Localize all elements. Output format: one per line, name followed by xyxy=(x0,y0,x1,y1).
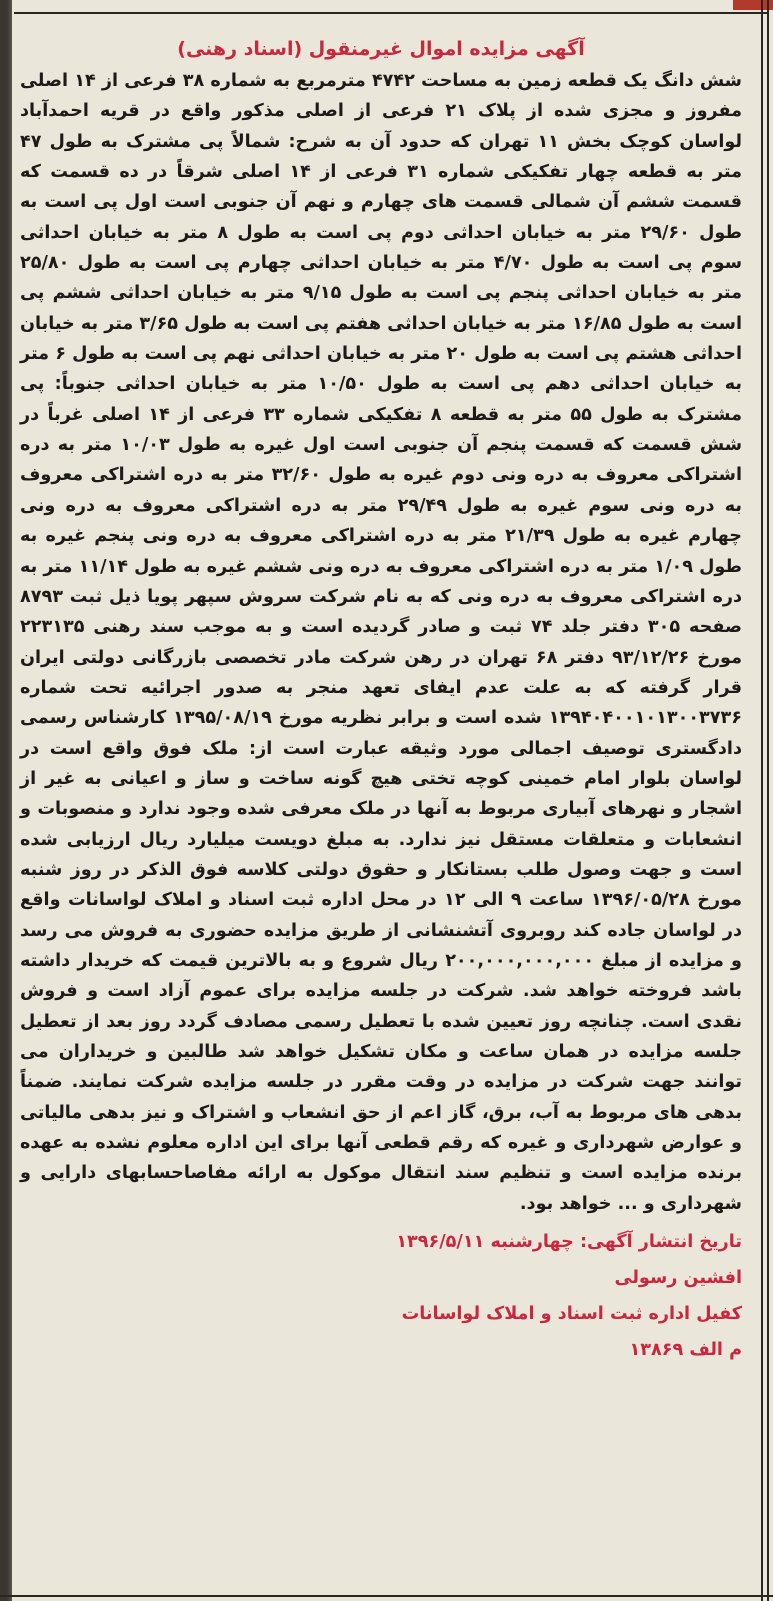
notice-body: شش دانگ یک قطعه زمین به مساحت ۴۷۴۲ مترمربع به شماره ۳۸ فرعی از ۱۴ اصلی مفروز و مجزی شده از پلاک ۲۱ فرعی از اصلی مذکور واقع در قریه احمدآباد لواسان کوچک بخش ۱۱ تهران که حدود آن به شرح: شمالاً پی مشترک به طول ۴۷ متر به قطعه چهار تفکیکی شماره ۳۱ فرعی از ۱۴ اصلی شرقاً در ده قسمت که قسمت ششم آن شمالی قسمت های چهارم و نهم آن جنوبی است اول پی است به طول ۲۹/۶۰ متر به خیابان احداثی دوم پی است به طول ۸ متر به خیابان احداثی سوم پی است به طول ۴/۷۰ متر به خیابان احداثی چهارم پی است به طول ۲۵/۸۰ متر به خیابان احداثی پنجم پی است به طول ۹/۱۵ متر به خیابان احداثی ششم پی است به طول ۱۶/۸۵ متر به خیابان احداثی هفتم پی است به طول ۳/۶۵ متر به خیابان احداثی هشتم پی است به طول ۲۰ متر به خیابان احداثی نهم پی است به طول ۶ متر به خیابان احداثی دهم پی است به طول ۱۰/۵۰ متر به خیابان احداثی جنوباً: پی مشترک به طول ۵۵ متر به قطعه ۸ تفکیکی شماره ۳۳ فرعی از ۱۴ اصلی غرباً در شش قسمت که قسمت پنجم آن جنوبی است اول غیره به طول ۱۰/۰۳ متر به دره اشتراکی معروف به دره ونی دوم غیره به طول ۳۲/۶۰ متر به دره اشتراکی معروف به دره ونی سوم غیره به طول ۲۹/۴۹ متر به دره اشتراکی معروف به دره ونی چهارم غیره به طول ۲۱/۳۹ متر به دره اشتراکی معروف به دره ونی پنجم غیره به طول ۱/۰۹ متر به دره اشتراکی معروف به دره ونی ششم غیره به طول ۱۱/۱۴ متر به دره اشتراکی معروف به دره ونی که به نام شرکت سروش سپهر پویا ذیل ثبت ۸۷۹۳ صفحه ۳۰۵ دفتر جلد ۷۴ ثبت و صادر گردیده است و به موجب سند رهنی ۲۲۳۱۳۵ مورخ ۹۳/۱۲/۲۶ دفتر ۶۸ تهران در رهن شرکت مادر تخصصی بازرگانی دولتی ایران قرار گرفته که به علت عدم ایفای تعهد منجر به صدور اجرائیه تحت شماره ۱۳۹۴۰۴۰۰۱۰۱۳۰۰۳۷۳۶ شده است و برابر نظریه مورخ ۱۳۹۵/۰۸/۱۹ کارشناس رسمی دادگستری توصیف اجمالی مورد وثیقه عبارت است از: ملک فوق واقع است در لواسان بلوار امام خمینی کوچه تختی هیچ گونه ساخت و ساز و اعیانی به غیر از اشجار و نهرهای آبیاری مربوط به آنها در ملک معرفی شده وجود ندارد و منصوبات و انشعابات و متعلقات مستقل نیز ندارد. به مبلغ دویست میلیارد ریال ارزیابی شده است و جهت وصول طلب بستانکار و حقوق دولتی کلاسه فوق الذکر در روز شنبه مورخ ۱۳۹۶/۰۵/۲۸ ساعت ۹ الی ۱۲ در محل اداره ثبت اسناد و املاک لواسانات واقع در لواسان جاده کند روبروی آتشنشانی از طریق مزایده حضوری به فروش می رسد و مزایده از مبلغ ۲۰۰,۰۰۰,۰۰۰,۰۰۰ ریال شروع و به بالاترین قیمت که خریدار داشته باشد فروخته خواهد شد. شرکت در جلسه مزایده برای عموم آزاد است و فروش نقدی است. چنانچه روز تعیین شده با تعطیل رسمی مصادف گردد روز بعد از تعطیل جلسه مزایده در همان ساعت و مکان تشکیل خواهد شد طالبین و خریداران می توانند جهت شرکت در مزایده در وقت مقرر در جلسه مزایده شرکت نمایند. ضمناً بدهی های مربوط به آب، برق، گاز اعم از حق انشعاب و اشتراک و نیز بدهی مالیاتی و عوارض شهرداری و غیره که رقم قطعی آنها برای این اداره معلوم نشده به عهده برنده مزایده است و تنظیم سند انتقال موکول به ارائه مفاصاحسابهای دارایی و شهرداری و ... خواهد بود. xyxy=(20,71,743,1214)
notice-footer xyxy=(20,1227,742,1365)
left-binding-edge xyxy=(0,0,12,1601)
signer-title: کفیل اداره ثبت اسناد و املاک لواسانات xyxy=(401,1304,742,1325)
reference-code: م الف ۱۳۸۶۹ xyxy=(629,1340,742,1361)
publish-date: تاریخ انتشار آگهی: چهارشنبه ۱۳۹۶/۵/۱۱ xyxy=(396,1232,742,1253)
signer-name: افشین رسولی xyxy=(614,1268,742,1289)
frame-rule-outer xyxy=(767,0,769,1601)
frame-rule-inner xyxy=(761,0,763,1601)
frame-rule-bottom xyxy=(0,1595,773,1597)
notice-title: آگهی مزایده اموال غیرمنقول (اسناد رهنی) xyxy=(177,38,585,60)
notice-content xyxy=(20,34,742,1594)
